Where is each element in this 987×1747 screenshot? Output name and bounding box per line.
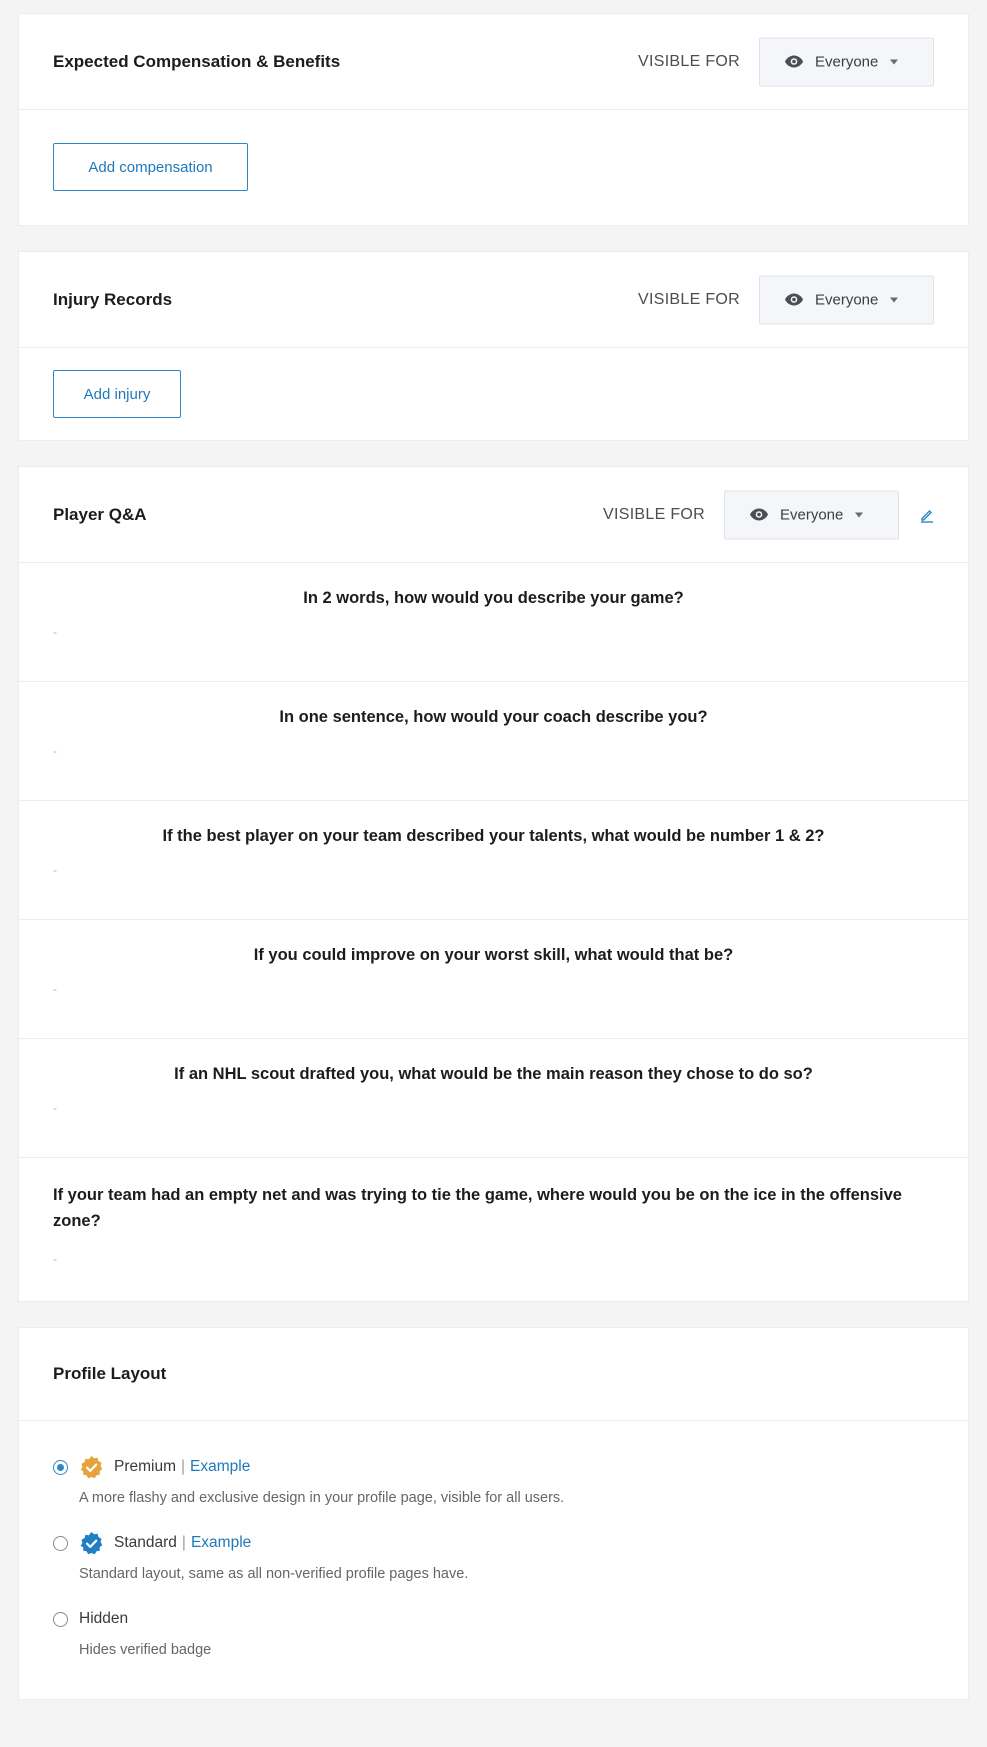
eye-icon: [784, 55, 804, 69]
compensation-card: [18, 13, 969, 226]
qa-item: [19, 1039, 968, 1158]
qa-question: In 2 words, how would you describe your game?: [303, 589, 684, 607]
qa-visibility-select[interactable]: [724, 490, 899, 539]
qa-question: If an NHL scout drafted you, what would be the main reason they chose to do so?: [174, 1065, 813, 1083]
premium-example-link[interactable]: Example: [190, 1458, 251, 1475]
qa-answer: -: [53, 982, 57, 996]
qa-item: [19, 1158, 968, 1304]
qa-answer: -: [53, 744, 57, 758]
premium-radio[interactable]: [53, 1460, 68, 1475]
qa-answer: -: [53, 863, 57, 877]
hidden-description: Hides verified badge: [79, 1642, 212, 1658]
compensation-header: [19, 14, 968, 110]
qa-question: If you could improve on your worst skill, what would that be?: [253, 946, 734, 964]
premium-label-group: [114, 1458, 250, 1476]
standard-example-link[interactable]: Example: [190, 1534, 252, 1551]
qa-title: Player Q&A: [53, 504, 147, 524]
premium-label: Premium: [114, 1458, 177, 1475]
standard-radio[interactable]: [53, 1536, 68, 1551]
injury-card: [18, 251, 969, 441]
qa-item: [19, 682, 968, 801]
injury-visibility-select[interactable]: [759, 275, 934, 324]
profile-layout-title: Profile Layout: [53, 1364, 167, 1383]
separator: |: [181, 1458, 186, 1475]
standard-badge-icon: [79, 1531, 104, 1556]
qa-item: [19, 801, 968, 920]
eye-icon: [749, 508, 769, 522]
qa-item: [19, 563, 968, 682]
standard-description: Standard layout, same as all non-verified profile pages have.: [79, 1566, 469, 1582]
hidden-radio[interactable]: [53, 1612, 68, 1627]
visible-for-label: VISIBLE FOR: [603, 505, 705, 523]
injury-header: [19, 252, 968, 348]
compensation-title: Expected Compensation & Benefits: [53, 51, 341, 71]
visible-for-label: VISIBLE FOR: [638, 52, 740, 70]
qa-question: If the best player on your team described your talents, what would be number 1 & 2?: [162, 827, 825, 845]
separator: |: [181, 1534, 186, 1551]
qa-answer: -: [53, 1252, 57, 1266]
qa-card: [18, 466, 969, 1302]
caret-down-icon: [890, 297, 898, 302]
profile-layout-card: [18, 1327, 969, 1700]
profile-layout-header: [19, 1328, 968, 1421]
qa-list: [19, 563, 968, 1304]
hidden-label: Hidden: [79, 1610, 129, 1627]
qa-question: In one sentence, how would your coach describe you?: [279, 708, 708, 726]
qa-header: [19, 467, 968, 563]
premium-badge-icon: [79, 1455, 104, 1480]
caret-down-icon: [855, 512, 863, 517]
eye-icon: [784, 293, 804, 307]
premium-description: A more flashy and exclusive design in your profile page, visible for all users.: [79, 1490, 565, 1506]
edit-pencil-icon[interactable]: [919, 507, 935, 523]
caret-down-icon: [890, 59, 898, 64]
qa-question: If your team had an empty net and was trying to tie the game, where would you be on the ice in the offensive zone?: [53, 1186, 902, 1230]
injury-title: Injury Records: [53, 289, 173, 309]
visibility-value: Everyone: [780, 506, 844, 523]
visibility-value: Everyone: [815, 291, 879, 308]
add-injury-button[interactable]: Add injury: [53, 370, 181, 418]
qa-answer: -: [53, 625, 57, 639]
compensation-visibility-select[interactable]: [759, 37, 934, 86]
standard-label: Standard: [114, 1534, 177, 1551]
add-compensation-button[interactable]: Add compensation: [53, 143, 248, 191]
visible-for-label: VISIBLE FOR: [638, 290, 740, 308]
standard-label-group: [114, 1534, 251, 1552]
qa-answer: -: [53, 1101, 57, 1115]
qa-item: [19, 920, 968, 1039]
visibility-value: Everyone: [815, 53, 879, 70]
